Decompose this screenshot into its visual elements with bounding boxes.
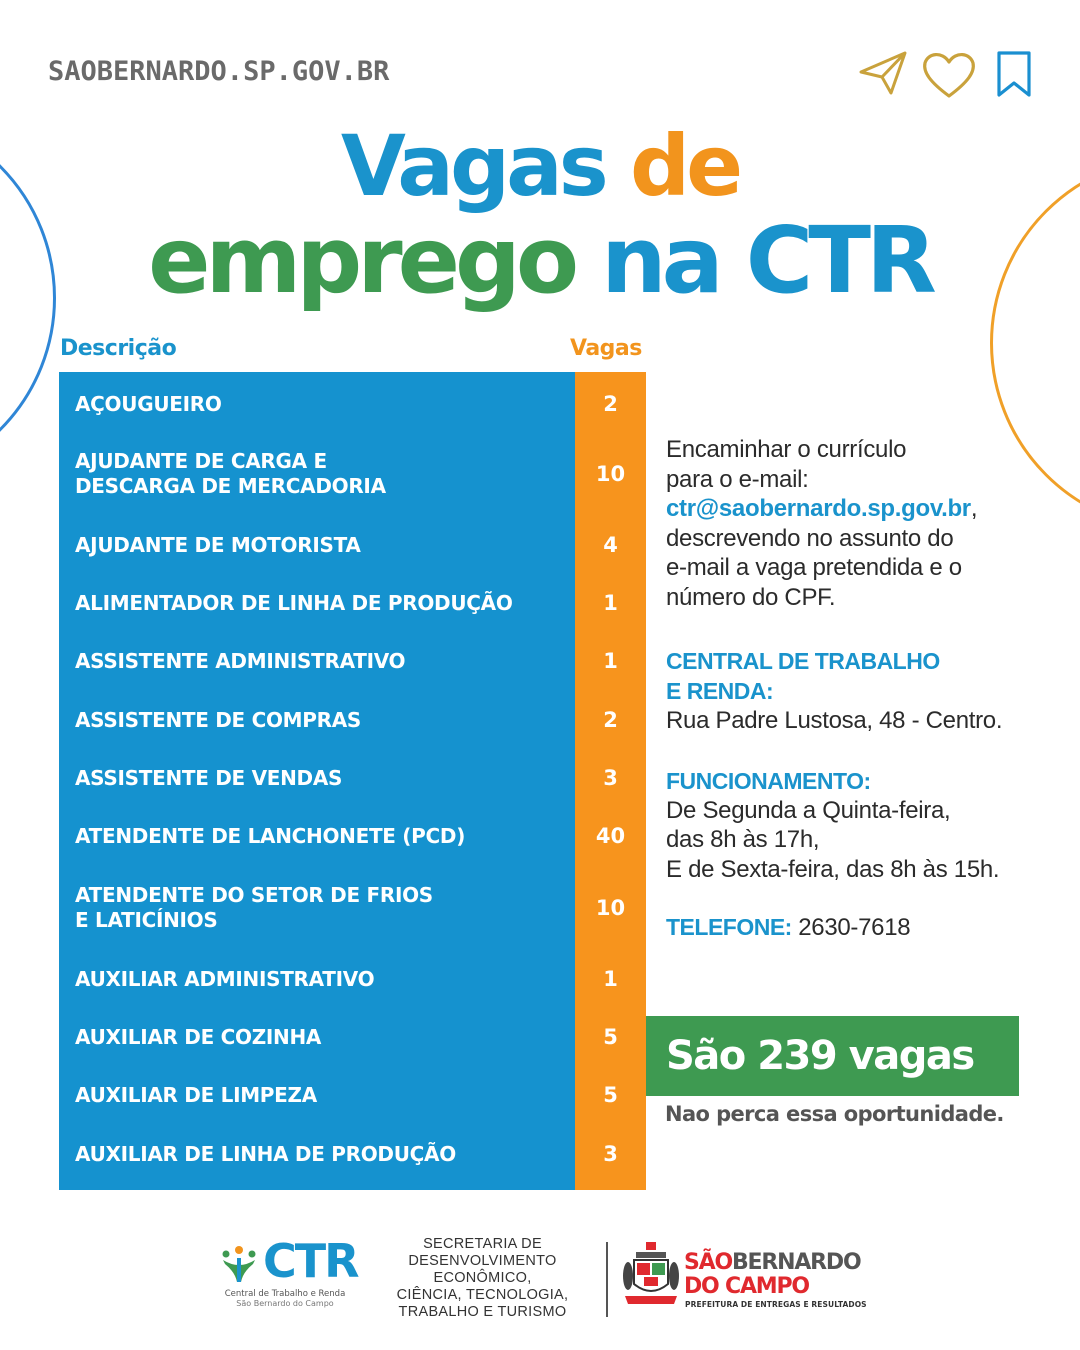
title-word-vagas: Vagas [340, 117, 605, 215]
job-count: 2 [603, 708, 618, 732]
hours-line-1: De Segunda a Quinta-feira, [666, 796, 951, 824]
job-name: ATENDENTE DO SETOR DE FRIOS E LATICÍNIOS [75, 883, 433, 932]
table-row [59, 753, 646, 803]
job-count: 5 [603, 1025, 618, 1049]
info-panel [666, 435, 1046, 943]
footer-divider [606, 1242, 608, 1317]
job-count: 40 [595, 824, 626, 848]
tagline: Nao perca essa oportunidade. [665, 1102, 1004, 1126]
central-heading-2: E RENDA: [666, 678, 774, 704]
job-count: 10 [595, 462, 626, 486]
job-name: AUXILIAR DE LIMPEZA [75, 1082, 317, 1107]
address: Rua Padre Lustosa, 48 - Centro. [666, 707, 1003, 734]
send-line-5: número do CPF. [666, 583, 836, 611]
job-count: 5 [603, 1083, 618, 1107]
job-count: 10 [595, 896, 626, 920]
phone-number[interactable]: 2630-7618 [798, 914, 911, 941]
job-count: 2 [603, 392, 618, 416]
job-name: AÇOUGUEIRO [75, 391, 222, 416]
email-line [666, 494, 1046, 524]
job-name: AUXILIAR DE COZINHA [75, 1024, 322, 1049]
job-name: ALIMENTADOR DE LINHA DE PRODUÇÃO [75, 590, 513, 615]
job-count: 1 [603, 591, 618, 615]
send-line-2: para o e-mail: [666, 465, 809, 493]
ctr-subtitle-1: Central de Trabalho e Renda [224, 1289, 346, 1299]
people-icon [219, 1244, 259, 1284]
title-word-emprego: emprego [148, 207, 575, 314]
phone-label: TELEFONE: [666, 914, 792, 940]
job-name: AJUDANTE DE CARGA E DESCARGA DE MERCADORIA [75, 449, 386, 498]
heart-icon[interactable] [920, 50, 978, 100]
job-name: AUXILIAR ADMINISTRATIVO [75, 966, 375, 991]
job-name: ASSISTENTE DE VENDAS [75, 765, 343, 790]
ctr-subtitle-2: São Bernardo do Campo [236, 1299, 334, 1308]
title-line-1 [0, 118, 1080, 214]
job-count: 4 [603, 533, 618, 557]
table-row [59, 954, 646, 1004]
send-icon[interactable] [858, 50, 908, 96]
job-name: AUXILIAR DE LINHA DE PRODUÇÃO [75, 1141, 456, 1166]
send-line-1: Encaminhar o currículo [666, 436, 907, 463]
secretaria-line: DESENVOLVIMENTO [408, 1253, 557, 1269]
job-name: ASSISTENTE DE COMPRAS [75, 707, 361, 732]
city-name-sao: SÃO [684, 1250, 732, 1275]
job-name: ATENDENTE DE LANCHONETE (PCD) [75, 823, 466, 848]
table-row [59, 1070, 646, 1120]
city-name-line-1 [684, 1251, 860, 1275]
phone-line [666, 912, 1046, 943]
column-header-description: Descrição [60, 336, 177, 361]
table-row [59, 811, 646, 861]
site-url: SAOBERNARDO.SP.GOV.BR [48, 56, 390, 87]
job-count: 3 [603, 766, 618, 790]
secretaria-line: CIÊNCIA, TECNOLOGIA, [396, 1287, 569, 1303]
table-row [59, 520, 646, 570]
job-count: 3 [603, 1142, 618, 1166]
send-line-3: descrevendo no assunto do [666, 524, 954, 552]
title-word-na-ctr: na CTR [601, 207, 932, 314]
table-row [59, 695, 646, 745]
title-word-de: de [630, 117, 740, 215]
city-name-line-2: DO CAMPO [684, 1274, 809, 1299]
send-line-4: e-mail a vaga pretendida e o [666, 554, 962, 581]
column-header-vagas: Vagas [570, 336, 642, 361]
job-count: 1 [603, 649, 618, 673]
table-row [59, 1012, 646, 1062]
title-line-2 [0, 206, 1080, 316]
bookmark-icon[interactable] [994, 50, 1034, 98]
central-heading-1: CENTRAL DE TRABALHO [666, 648, 940, 674]
city-tagline: PREFEITURA DE ENTREGAS E RESULTADOS [685, 1300, 867, 1309]
ctr-logo-text: CTR [263, 1234, 358, 1288]
email-link[interactable]: ctr@saobernardo.sp.gov.br [666, 495, 971, 522]
secretaria-text [385, 1236, 580, 1321]
ctr-logo [215, 1234, 358, 1310]
secretaria-line: ECONÔMICO, [433, 1270, 532, 1286]
hours-heading: FUNCIONAMENTO: [666, 767, 871, 794]
job-count: 1 [603, 967, 618, 991]
city-name [684, 1251, 860, 1299]
jobs-table [59, 372, 646, 1190]
city-crest-icon [622, 1240, 680, 1310]
table-row [59, 636, 646, 686]
secretaria-line: SECRETARIA DE [423, 1236, 542, 1252]
table-row [59, 378, 646, 430]
email-suffix: , [970, 495, 978, 522]
job-name: ASSISTENTE ADMINISTRATIVO [75, 648, 406, 673]
table-row [59, 880, 646, 936]
table-row [59, 446, 646, 502]
secretaria-line: TRABALHO E TURISMO [398, 1304, 567, 1320]
hours-line-3: E de Sexta-feira, das 8h às 15h. [666, 855, 1000, 883]
table-row [59, 1129, 646, 1179]
total-vagas-banner: São 239 vagas [646, 1016, 1019, 1096]
table-row [59, 578, 646, 628]
hours-line-2: das 8h às 17h, [666, 826, 820, 853]
city-name-bernardo: BERNARDO [731, 1250, 861, 1275]
send-instructions [666, 435, 1046, 612]
job-name: AJUDANTE DE MOTORISTA [75, 532, 361, 557]
